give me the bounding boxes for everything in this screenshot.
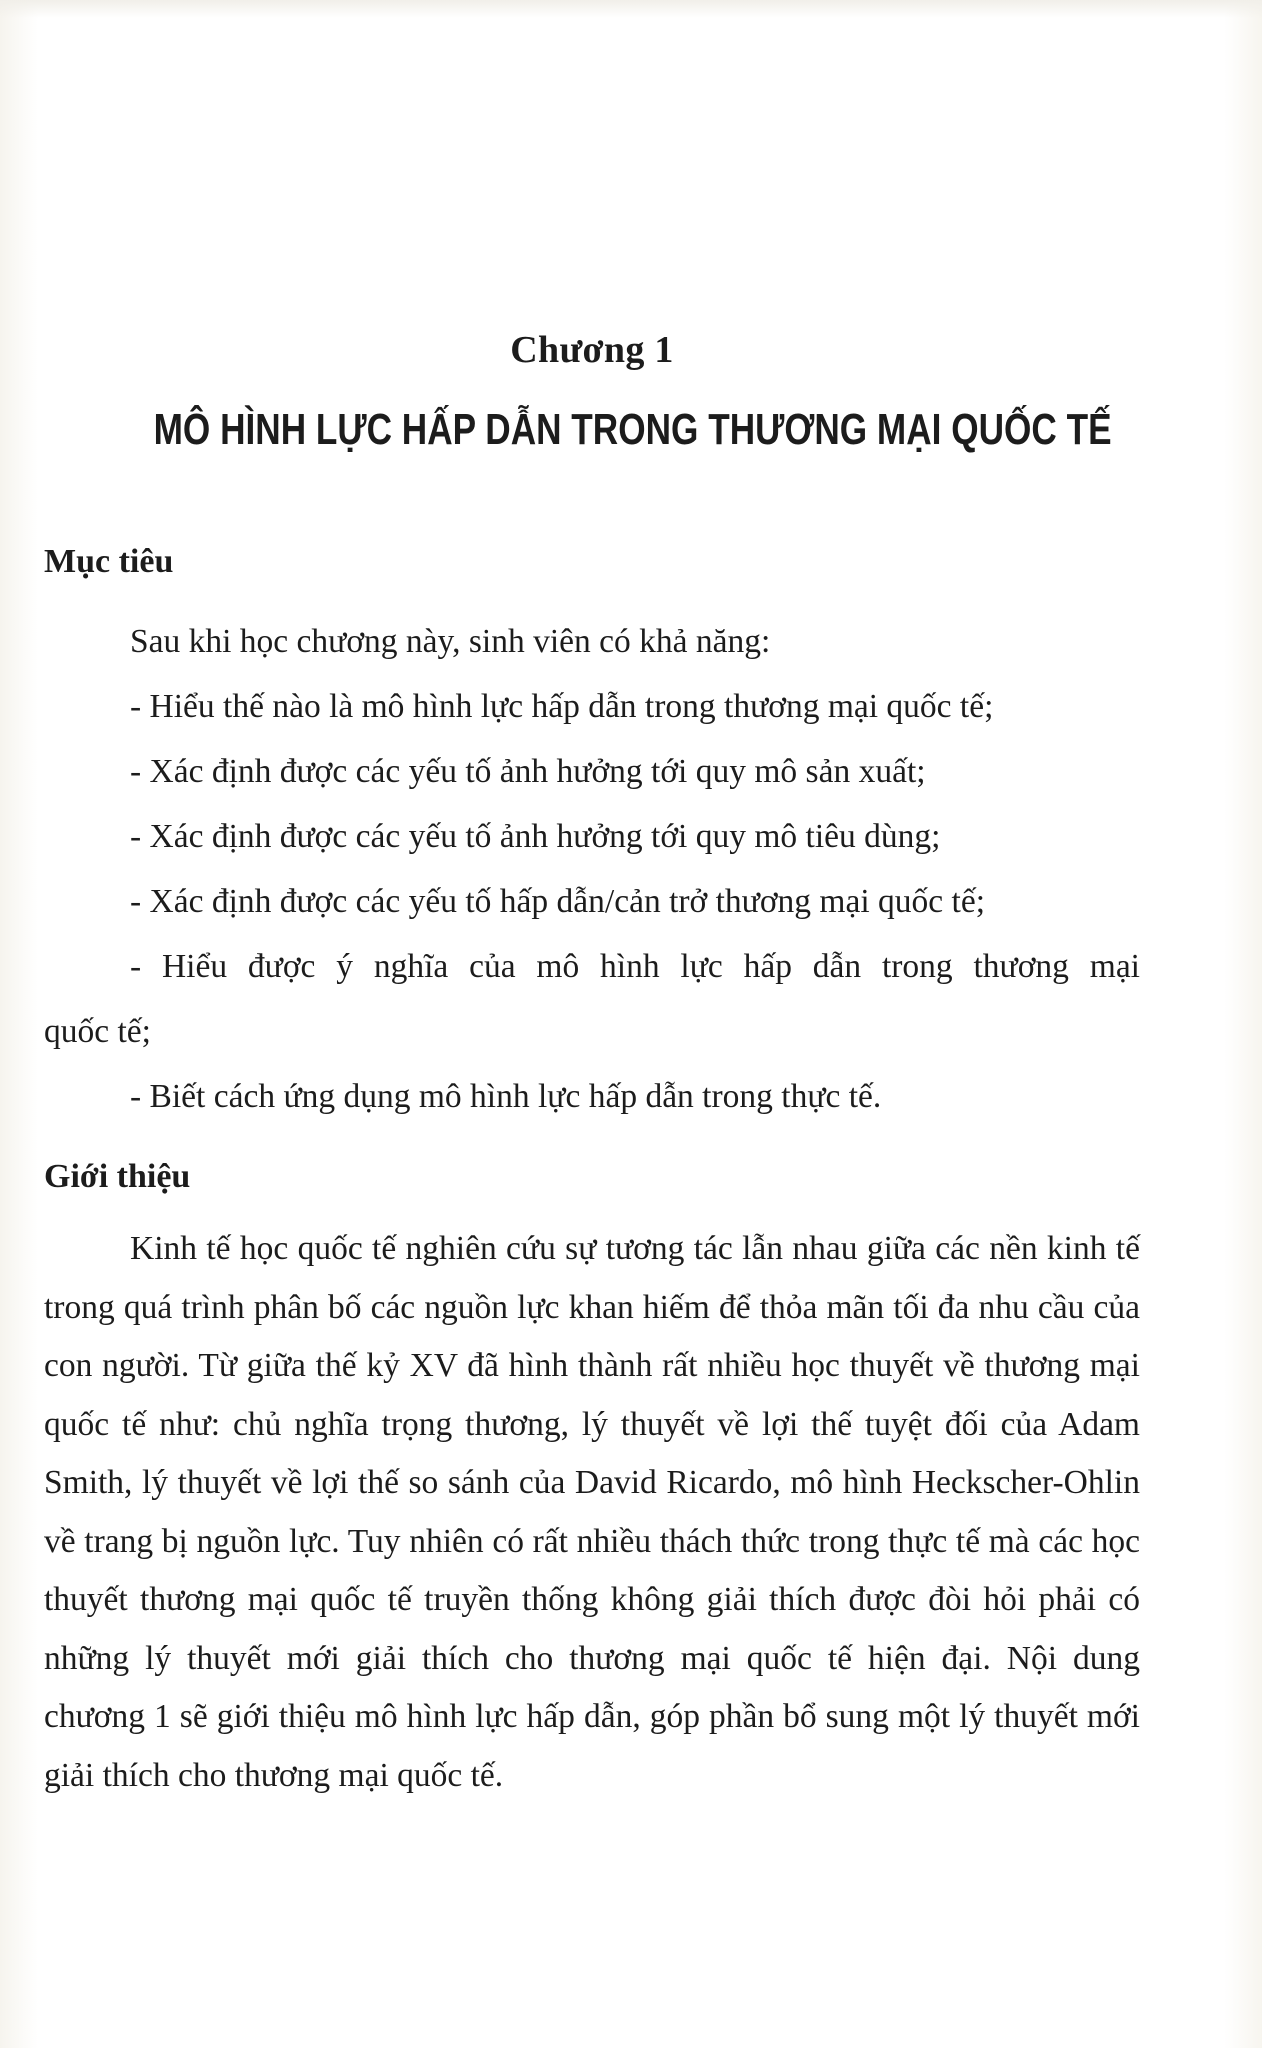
chapter-title: MÔ HÌNH LỰC HẤP DẪN TRONG THƯƠNG MẠI QUỐC TẾ	[153, 405, 1112, 454]
objective-item: - Xác định được các yếu tố hấp dẫn/cản trở thương mại quốc tế;	[130, 883, 986, 920]
objectives-intro: Sau khi học chương này, sinh viên có khả năng:	[130, 623, 771, 660]
objective-item: - Hiểu được ý nghĩa của mô hình lực hấp dẫn trong thương mại	[130, 948, 1140, 985]
objective-item-continuation: quốc tế;	[44, 1013, 151, 1050]
objective-item: - Xác định được các yếu tố ảnh hưởng tới quy mô tiêu dùng;	[130, 818, 941, 855]
introduction-heading: Giới thiệu	[44, 1158, 191, 1195]
objective-item: - Biết cách ứng dụng mô hình lực hấp dẫn trong thực tế.	[130, 1078, 882, 1115]
introduction-paragraph: Kinh tế học quốc tế nghiên cứu sự tương tác lẫn nhau giữa các nền kinh tế trong quá trình phân bố các nguồn lực khan hiếm để thỏa mãn tối đa nhu cầu của con người. Từ giữa thế kỷ XV đã hình thành rất nhiều học thuyết về thương mại quốc tế như: chủ nghĩa trọng thương, lý thuyết về lợi thế tuyệt đối của Adam Smith, lý thuyết về lợi thế so sánh của David Ricardo, mô hình Heckscher-Ohlin về trang bị nguồn lực. Tuy nhiên có rất nhiều thách thức trong thực tế mà các học thuyết thương mại quốc tế truyền thống không giải thích được đòi hỏi phải có những lý thuyết mới giải thích cho thương mại quốc tế hiện đại. Nội dung chương 1 sẽ giới thiệu mô hình lực hấp dẫn, góp phần bổ sung một lý thuyết mới giải thích cho thương mại quốc tế.	[44, 1230, 1140, 1794]
chapter-label: Chương 1	[510, 329, 674, 371]
objective-item: - Hiểu thế nào là mô hình lực hấp dẫn trong thương mại quốc tế;	[130, 688, 994, 725]
objectives-heading: Mục tiêu	[44, 543, 174, 580]
objective-item: - Xác định được các yếu tố ảnh hưởng tới quy mô sản xuất;	[130, 753, 926, 790]
